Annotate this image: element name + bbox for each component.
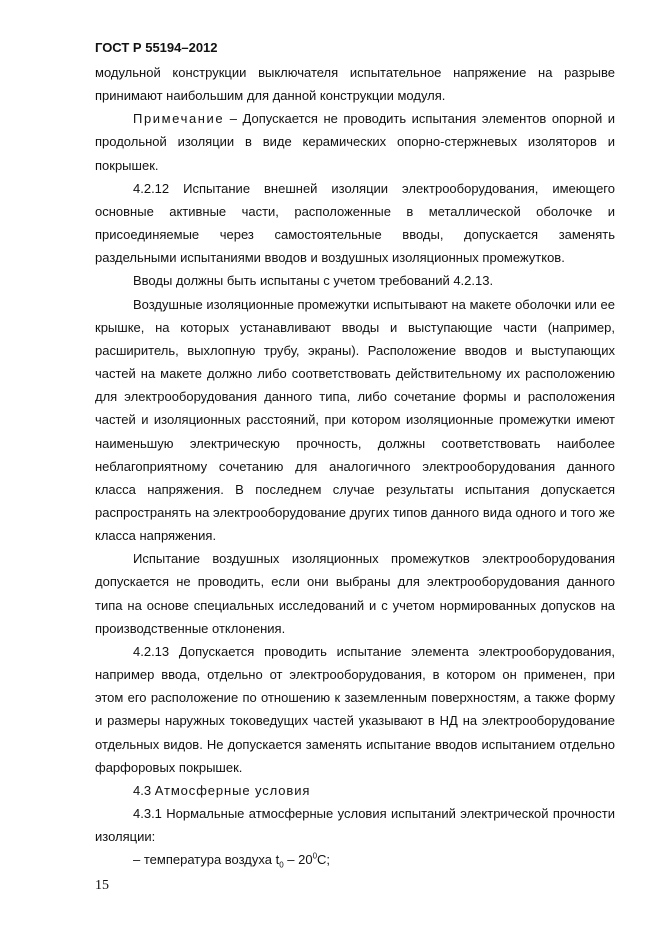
temp-suffix: С; [317,852,331,868]
temp-mid: – 20 [283,852,313,868]
temperature-line [95,848,615,871]
temp-subscript: 0 [279,860,284,870]
paragraph-4-3-1: 4.3.1 Нормальные атмосферные условия испытаний электрической прочности изоляции: [95,806,615,845]
document-body [95,61,615,871]
page-number: 15 [95,878,109,893]
paragraph-4-2-13: 4.2.13 Допускается проводить испытание элемента электрооборудования, например ввода, отдельно от электрооборудования, в котором он применен, при этом его расположение по отношению к заземленным поверхностям, а также форму и размеры наружных токоведущих частей указывают в НД на электрооборудование отдельных видов. Не допускается заменять испытание вводов испытанием отдельно фарфоровых покрышек. [95,643,615,775]
paragraph-module: модульной конструкции выключателя испытательное напряжение на разрыве принимают наибольшим для данной конструкции модуля. [95,65,615,104]
document-header: ГОСТ Р 55194–2012 [95,40,218,55]
paragraph-air-gaps-test: Испытание воздушных изоляционных промежутков электрооборудования допускается не проводить, если они выбраны для электрооборудования данного типа на основе специальных исследований и с учетом нормированных допусков на производственные отклонения. [95,551,615,636]
paragraph-vvody: Вводы должны быть испытаны с учетом требований 4.2.13. [133,273,494,289]
section-number: 4.3 [133,782,155,798]
section-heading-4-3 [95,779,615,802]
note-text: – Допускается не проводить испытания элементов опорной и продольной изоляции в виде керамических опорно-стержневых изоляторов и покрышек. [95,111,615,173]
temp-superscript: 0 [312,851,318,861]
note-label: Примечание [133,111,225,127]
paragraph-4-2-12: 4.2.12 Испытание внешней изоляции электрооборудования, имеющего основные активные части, расположенные в металлической оболочке и присоединяемые через самостоятельные вводы, допускается заменять раздельными испытаниями вводов и воздушных изоляционных промежутков. [95,180,615,266]
paragraph-air-gaps: Воздушные изоляционные промежутки испытывают на макете оболочки или ее крышке, на которых устанавливают вводы и выступающие части (например, расширитель, выхлопную трубу, экраны). Расположение вводов и выступающих частей на макете должно либо соответствовать действительному их расположению для электрооборудования данного типа, либо сочетание формы и расположения частей и изоляционных расстояний, при котором изоляционные промежутки имеют наименьшую электрическую прочность, должны соответствовать наиболее неблагоприятному сочетанию для аналогичного электрооборудования данного класса напряжения. В последнем случае результаты испытания допускается распространять на электрооборудование других типов данного вида одного и того же класса напряжения. [95,296,615,544]
note-paragraph [95,107,615,176]
section-title: Атмосферные условия [154,782,311,798]
temp-prefix: – температура воздуха t [133,852,280,868]
